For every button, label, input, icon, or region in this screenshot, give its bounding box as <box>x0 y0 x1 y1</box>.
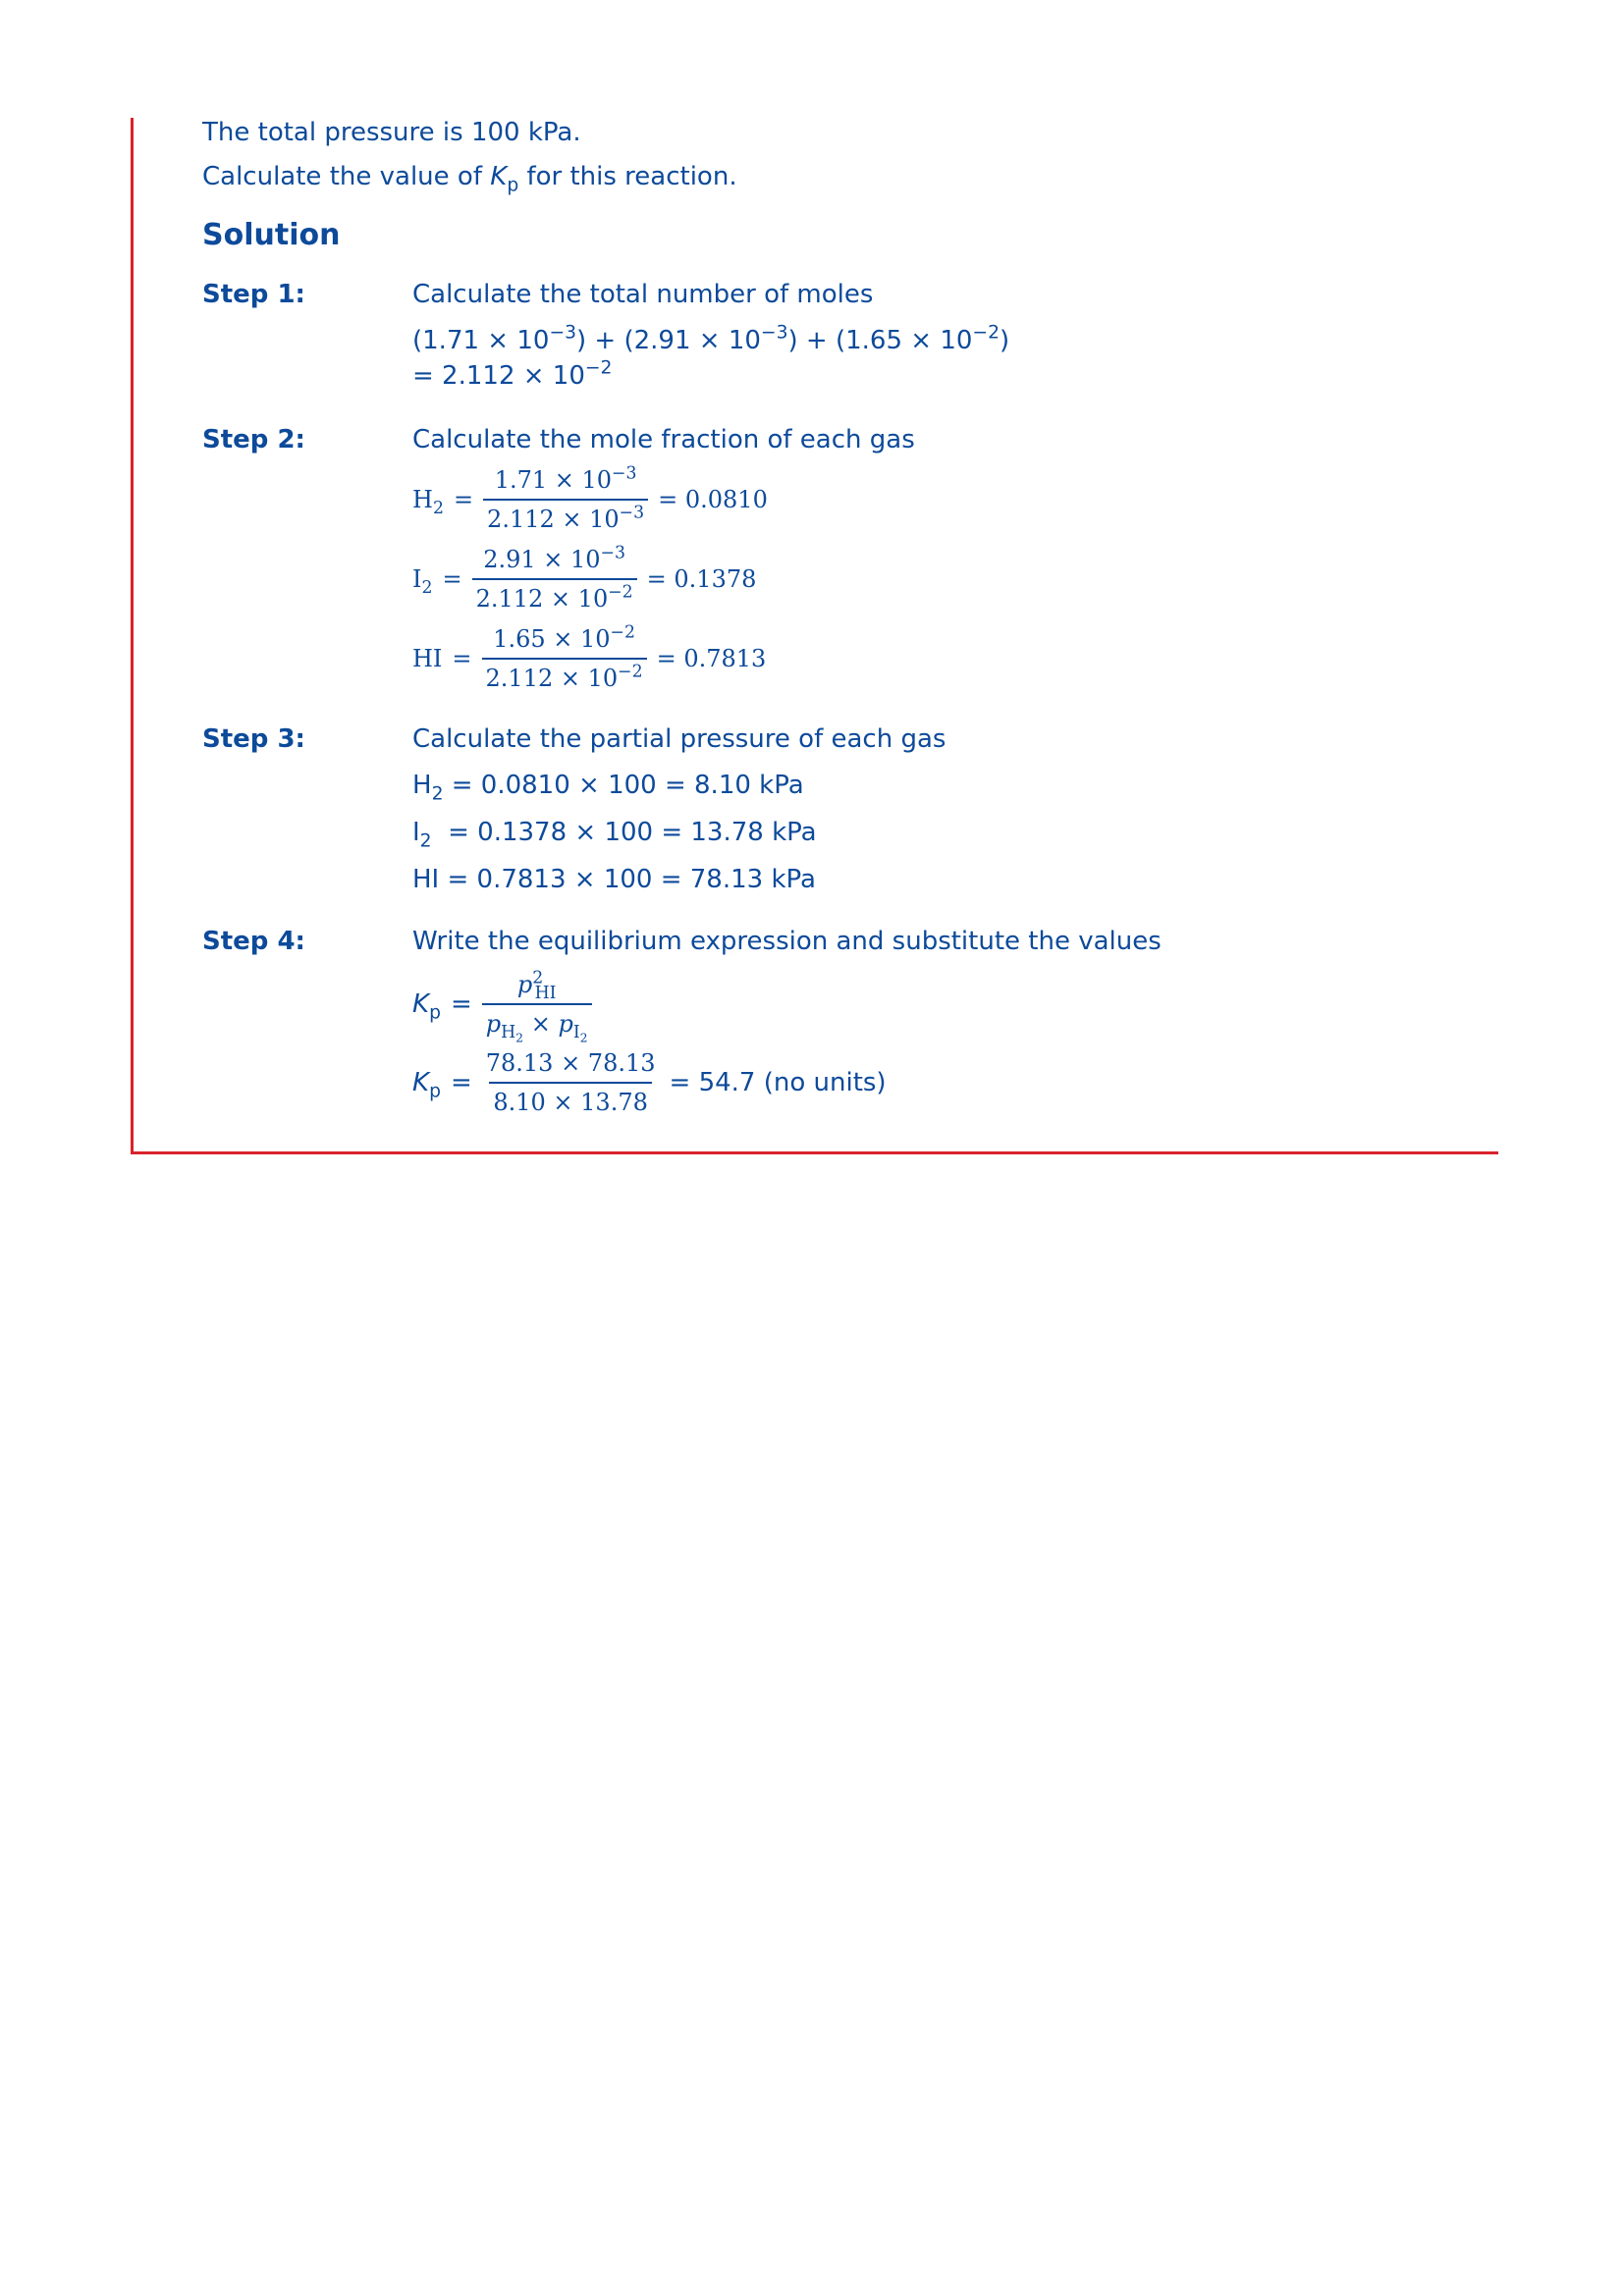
fraction-symbol: HI <box>412 645 443 672</box>
fraction-numerator: $2.91 \times 10^{-3}$ <box>483 543 626 573</box>
kp-denominator: $p_{H_2} \times p_{I_2}$ <box>482 1003 592 1039</box>
step-1-title: Calculate the total number of moles <box>412 280 874 309</box>
step-4-title: Write the equilibrium expression and substitute the values <box>412 927 1162 956</box>
fraction-symbol: $I_2$ <box>412 565 433 599</box>
fraction-result: = 0.1378 <box>646 565 757 593</box>
kp-fraction <box>482 968 592 1045</box>
mole-fraction-h2: $H_2$ = $\frac{1.71 \times 10^{-3}}{2.112 \times 10^{-3}}$ = 0.0810 <box>412 463 768 533</box>
step-2-label: Step 2: <box>202 425 305 454</box>
step-1-result: = $2.112 \times 10^{-2}$ <box>412 357 613 391</box>
step-1-label: Step 1: <box>202 280 305 309</box>
intro-question-post: for this reaction. <box>518 162 737 191</box>
intro-question-pre: Calculate the value of <box>202 162 491 191</box>
sum-term-2: $(2.91 \times 10^{-3})$ + <box>623 322 836 355</box>
worked-example-border <box>131 118 1498 1154</box>
kp-lhs: $K_p$ = <box>412 989 472 1024</box>
step-4-label: Step 4: <box>202 927 305 956</box>
kp-symbol: K <box>490 162 508 191</box>
mole-fraction-i2: $I_2$ = $\frac{2.91 \times 10^{-3}}{2.112 \times 10^{-2}}$ = 0.1378 <box>412 543 757 613</box>
solution-heading: Solution <box>202 218 341 252</box>
fraction <box>472 545 637 614</box>
step-3-title: Calculate the partial pressure of each gas <box>412 724 947 754</box>
fraction-denominator: $2.112 \times 10^{-2}$ <box>482 658 647 693</box>
kp-sub-numerator: 78.13 × 78.13 <box>485 1049 656 1077</box>
kp-numerator: $p^2_{HI}$ <box>516 968 557 1004</box>
fraction-numerator: $1.65 \times 10^{-2}$ <box>493 622 635 653</box>
step-1-sum <box>412 322 1010 355</box>
kp-substitution <box>412 1048 887 1117</box>
fraction-denominator: $2.112 \times 10^{-2}$ <box>472 578 637 614</box>
step-3-label: Step 3: <box>202 724 305 754</box>
intro-question-line <box>202 162 737 196</box>
fraction-denominator: $2.112 \times 10^{-3}$ <box>483 499 648 534</box>
fraction-result: = 0.0810 <box>658 486 768 513</box>
partial-pressure-i2: $I_2 = 0.1378 \times 100 = 13.78$ kPa <box>412 818 817 852</box>
intro-pressure-line: The total pressure is 100 kPa. <box>202 118 581 147</box>
fraction <box>482 624 647 693</box>
mole-fraction-hi: HI = $\frac{1.65 \times 10^{-2}}{2.112 \times 10^{-2}}$ = 0.7813 <box>412 622 767 692</box>
fraction-symbol: $H_2$ <box>412 486 444 519</box>
sum-term-3: $(1.65 \times 10^{-2})$ <box>835 322 1010 355</box>
kp-sub-fraction <box>482 1048 660 1117</box>
fraction <box>483 465 648 534</box>
kp-expression <box>412 968 602 1045</box>
kp-answer: = 54.7 (no units) <box>669 1068 887 1097</box>
fraction-numerator: $1.71 \times 10^{-3}$ <box>494 463 637 494</box>
partial-pressure-hi: HI = 0.7813 × 100 = 78.13 kPa <box>412 865 816 894</box>
kp-lhs: $K_p$ = <box>412 1068 472 1102</box>
kp-subscript: p <box>507 175 519 196</box>
partial-pressure-h2: $H_2 = 0.0810 \times 100 = 8.10$ kPa <box>412 771 804 805</box>
step-2-title: Calculate the mole fraction of each gas <box>412 425 915 454</box>
fraction-result: = 0.7813 <box>656 645 767 672</box>
sum-term-1: $(1.71 \times 10^{-3})$ + <box>412 322 624 355</box>
kp-sub-denominator: 8.10 × 13.78 <box>489 1082 652 1117</box>
